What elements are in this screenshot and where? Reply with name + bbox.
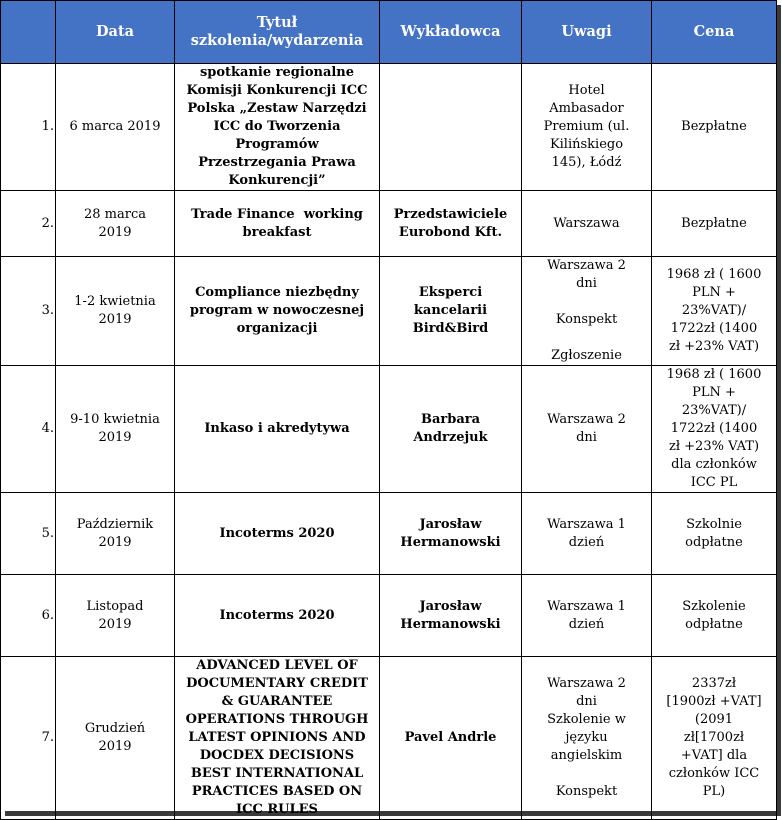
cell-uwagi bbox=[522, 493, 652, 575]
cell-line: breakfast bbox=[242, 224, 312, 240]
table-row bbox=[1, 191, 777, 257]
cell-line: (2091 bbox=[694, 712, 734, 727]
header-uwagi: Uwagi bbox=[522, 1, 652, 64]
cell-line: 1722zł (1400 bbox=[670, 421, 758, 436]
cell-line: 1968 zł ( 1600 bbox=[666, 267, 762, 282]
cell-line bbox=[525, 765, 648, 783]
cell-line bbox=[525, 329, 648, 347]
row-number: 5. bbox=[1, 493, 56, 575]
cell-line: Inkaso i akredytywa bbox=[204, 421, 350, 436]
cell-line: dla członków bbox=[671, 457, 757, 472]
cell-tytul bbox=[175, 493, 380, 575]
header-data: Data bbox=[56, 1, 175, 64]
cell-wykladowca bbox=[380, 575, 522, 657]
cell-line: Compliance niezbędny bbox=[195, 285, 359, 300]
cell-line: Hotel bbox=[568, 83, 605, 98]
cell-line: Konspekt bbox=[555, 312, 618, 327]
cell-line: dni bbox=[576, 276, 597, 291]
cell-data bbox=[56, 64, 175, 191]
row-number: 4. bbox=[1, 366, 56, 493]
cell-line: Kilińskiego bbox=[549, 137, 624, 152]
cell-line: 2019 bbox=[98, 739, 132, 754]
cell-line: 1-2 kwietnia bbox=[74, 294, 156, 309]
cell-line: & GUARANTEE bbox=[221, 694, 333, 709]
cell-uwagi bbox=[522, 191, 652, 257]
cell-line: Programów bbox=[235, 137, 319, 152]
cell-line: ICC do Tworzenia bbox=[213, 119, 341, 134]
cell-line: 23%VAT)/ bbox=[681, 303, 747, 318]
cell-line: Szkolnie bbox=[686, 516, 742, 532]
cell-line: Październik bbox=[76, 516, 154, 532]
cell-tytul bbox=[175, 657, 380, 820]
cell-uwagi bbox=[522, 657, 652, 820]
cell-line: 9-10 kwietnia bbox=[70, 412, 160, 427]
cell-line: ICC PL bbox=[690, 475, 738, 490]
cell-tytul bbox=[175, 191, 380, 257]
cell-line: Warszawa 2 bbox=[547, 412, 626, 427]
header-cena: Cena bbox=[652, 1, 777, 64]
cell-line: zł +23% VAT) bbox=[668, 439, 760, 454]
cell-wykladowca bbox=[380, 493, 522, 575]
table-row bbox=[1, 64, 777, 191]
cell-line: kancelarii bbox=[413, 303, 488, 318]
cell-line: zł[1700zł bbox=[683, 730, 745, 745]
cell-line: 6 marca 2019 bbox=[69, 119, 161, 134]
cell-line: 2337zł bbox=[691, 676, 737, 691]
cell-uwagi bbox=[522, 366, 652, 493]
cell-line: 28 marca bbox=[84, 206, 146, 222]
cell-line: Eurobond Kft. bbox=[398, 224, 503, 240]
cell-line: Przedstawiciele bbox=[393, 206, 508, 222]
row-number: 2. bbox=[1, 191, 56, 257]
cell-line: 2019 bbox=[98, 616, 132, 632]
cell-cena bbox=[652, 257, 777, 366]
cell-uwagi bbox=[522, 257, 652, 366]
cell-line: Premium (ul. bbox=[543, 119, 630, 134]
cell-cena bbox=[652, 191, 777, 257]
cell-cena bbox=[652, 366, 777, 493]
row-number: 3. bbox=[1, 257, 56, 366]
cell-cena bbox=[652, 575, 777, 657]
cell-line: DOCDEX DECISIONS bbox=[199, 748, 355, 763]
cell-line: Trade Finance working bbox=[191, 206, 363, 222]
table-row bbox=[1, 657, 777, 820]
cell-data bbox=[56, 257, 175, 366]
cell-line: PLN + bbox=[692, 385, 736, 400]
cell-line: Warszawa 2 bbox=[547, 258, 626, 273]
cell-line: Hermanowski bbox=[400, 616, 501, 632]
cell-wykladowca bbox=[380, 366, 522, 493]
cell-line: 1722zł (1400 bbox=[670, 321, 758, 336]
cell-cena bbox=[652, 493, 777, 575]
cell-line: 145), Łódź bbox=[551, 155, 622, 170]
cell-uwagi bbox=[522, 64, 652, 191]
cell-line: 2019 bbox=[98, 534, 132, 550]
cell-line: Polska „Zestaw Narzędzi bbox=[187, 101, 367, 116]
cell-wykladowca bbox=[380, 657, 522, 820]
cell-tytul bbox=[175, 575, 380, 657]
cell-line: Jarosław bbox=[419, 598, 482, 614]
cell-line: Konkurencji” bbox=[228, 173, 326, 188]
cell-line: dzień bbox=[568, 534, 605, 550]
cell-line: 1968 zł ( 1600 bbox=[666, 367, 762, 382]
cell-cena bbox=[652, 64, 777, 191]
cell-line: Bezpłatne bbox=[681, 215, 747, 231]
cell-line: Przestrzegania Prawa bbox=[198, 155, 356, 170]
cell-cena bbox=[652, 657, 777, 820]
cell-line: zł +23% VAT) bbox=[668, 339, 760, 354]
cell-line: Szkolenie bbox=[682, 598, 746, 614]
cell-line: Ambasador bbox=[549, 101, 624, 116]
cell-wykladowca bbox=[380, 64, 522, 191]
cell-line: Hermanowski bbox=[400, 534, 501, 550]
cell-line: PL) bbox=[702, 784, 726, 799]
cell-line: dni bbox=[576, 694, 597, 709]
cell-line: Warszawa 2 bbox=[547, 676, 626, 691]
cell-line: Zgłoszenie bbox=[551, 348, 622, 363]
cell-data bbox=[56, 657, 175, 820]
cell-line: Szkolenie w bbox=[547, 712, 626, 727]
table-row bbox=[1, 257, 777, 366]
cell-data bbox=[56, 493, 175, 575]
cell-line: ICC RULES bbox=[236, 802, 318, 817]
cell-line: +VAT] dla bbox=[680, 748, 748, 763]
cell-line: odpłatne bbox=[685, 616, 743, 632]
cell-line: Listopad bbox=[86, 598, 144, 614]
cell-line: [1900zł +VAT] bbox=[666, 694, 762, 709]
cell-line: program w nowoczesnej bbox=[189, 303, 365, 318]
header-tytul: Tytuł szkolenia/wydarzenia bbox=[175, 1, 380, 64]
cell-line: 2019 bbox=[98, 224, 132, 240]
cell-data bbox=[56, 575, 175, 657]
table-row bbox=[1, 575, 777, 657]
cell-line: Warszawa 1 bbox=[547, 516, 626, 532]
cell-tytul bbox=[175, 257, 380, 366]
cell-line: ADVANCED LEVEL OF bbox=[196, 658, 358, 673]
row-number: 7. bbox=[1, 657, 56, 820]
header-wykladowca: Wykładowca bbox=[380, 1, 522, 64]
cell-line: Pavel Andrle bbox=[404, 730, 497, 745]
cell-line: 2019 bbox=[98, 312, 132, 327]
cell-line: BEST INTERNATIONAL bbox=[190, 766, 364, 781]
header-lp bbox=[1, 1, 56, 64]
cell-line: organizacji bbox=[236, 321, 318, 336]
cell-line: odpłatne bbox=[685, 534, 743, 550]
header-row bbox=[1, 1, 777, 64]
cell-line: Incoterms 2020 bbox=[219, 607, 335, 623]
cell-wykladowca bbox=[380, 191, 522, 257]
row-number: 6. bbox=[1, 575, 56, 657]
cell-line: języku bbox=[565, 730, 608, 745]
table-row bbox=[1, 493, 777, 575]
cell-line: Warszawa bbox=[553, 215, 620, 231]
cell-line: Jarosław bbox=[419, 516, 482, 532]
row-number: 1. bbox=[1, 64, 56, 191]
cell-line: Bird&Bird bbox=[412, 321, 489, 336]
cell-line: LATEST OPINIONS AND bbox=[188, 730, 366, 745]
cell-tytul bbox=[175, 366, 380, 493]
cell-line: 2019 bbox=[98, 430, 132, 445]
cell-line: PRACTICES BASED ON bbox=[191, 784, 363, 799]
cell-line: Barbara bbox=[420, 412, 481, 427]
cell-line: Incoterms 2020 bbox=[219, 525, 335, 541]
cell-line: 23%VAT)/ bbox=[681, 403, 747, 418]
cell-line bbox=[525, 293, 648, 311]
cell-line: angielskim bbox=[550, 748, 623, 763]
cell-line: OPERATIONS THROUGH bbox=[185, 712, 369, 727]
cell-line: DOCUMENTARY CREDIT bbox=[186, 676, 368, 691]
cell-line: Grudzień bbox=[84, 721, 146, 736]
cell-line: Andrzejuk bbox=[413, 430, 488, 445]
cell-line: Bezpłatne bbox=[681, 119, 747, 134]
cell-line: Warszawa 1 bbox=[547, 598, 626, 614]
cell-line: Konspekt bbox=[555, 784, 618, 799]
cell-uwagi bbox=[522, 575, 652, 657]
cell-line: dzień bbox=[568, 616, 605, 632]
cell-line: Eksperci bbox=[418, 285, 483, 300]
cell-line: dni bbox=[576, 430, 597, 445]
cell-data bbox=[56, 366, 175, 493]
cell-data bbox=[56, 191, 175, 257]
cell-wykladowca bbox=[380, 257, 522, 366]
cell-line: PLN + bbox=[692, 285, 736, 300]
cell-line: członków ICC bbox=[668, 766, 760, 781]
cell-line: Komisji Konkurencji ICC bbox=[186, 83, 368, 98]
cell-line: spotkanie regionalne bbox=[199, 65, 355, 80]
table-row bbox=[1, 366, 777, 493]
cell-tytul bbox=[175, 64, 380, 191]
